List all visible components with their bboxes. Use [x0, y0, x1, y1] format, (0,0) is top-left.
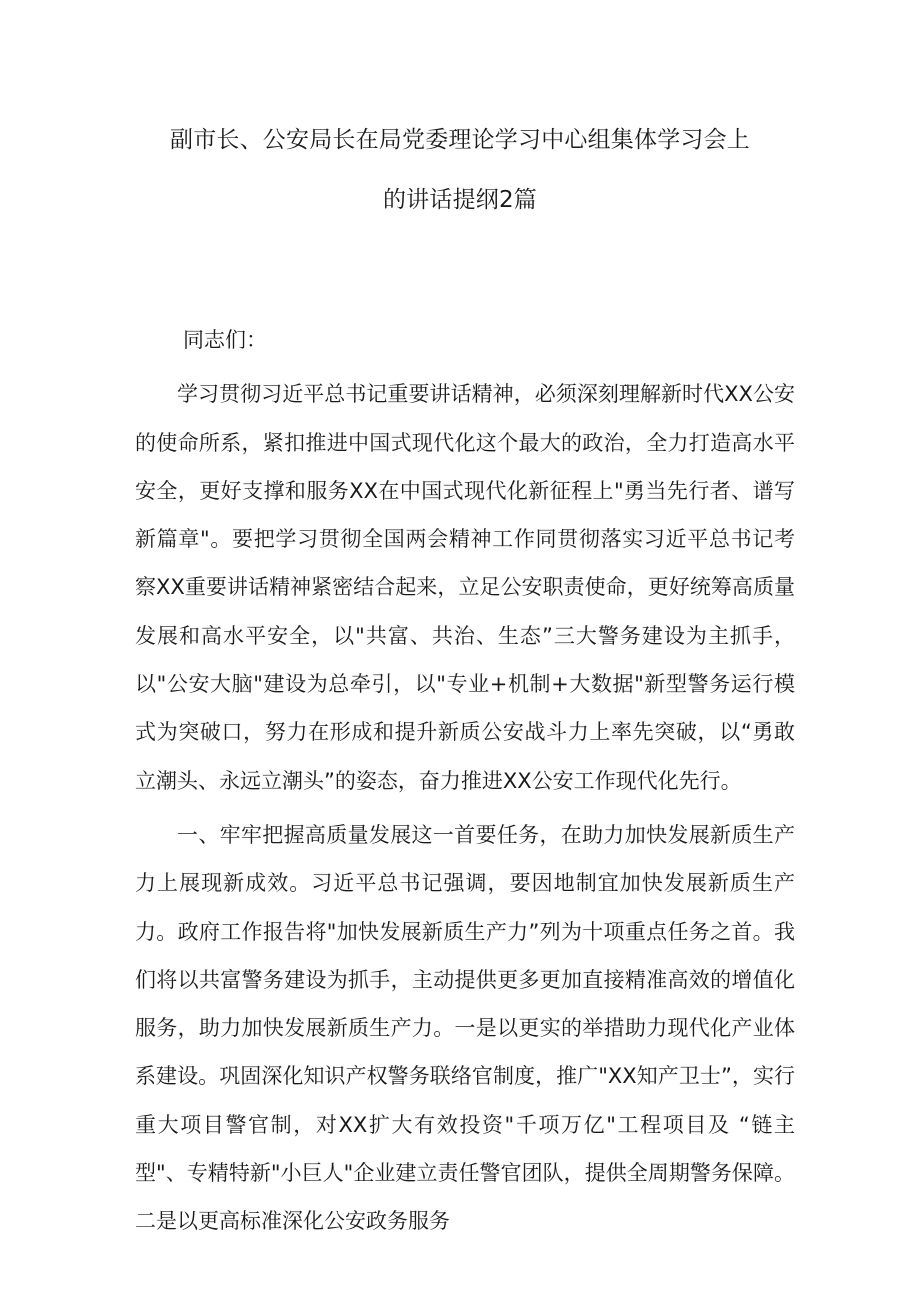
document-body	[135, 316, 795, 1246]
paragraph-intro: 学习贯彻习近平总书记重要讲话精神，必须深刻理解新时代XX公安的使命所系，紧扣推进中国式现代化这个最大的政治，全力打造高水平安全，更好支撑和服务XX在中国式现代化新征程上"勇当先行者、谱写新篇章"。要把学习贯彻全国两会精神工作同贯彻落实习近平总书记考察XX重要讲话精神紧密结合起来，立足公安职责使命，更好统筹高质量发展和高水平安全，以"共富、共治、生态”三大警务建设为主抓手，以"公安大脑"建设为总牵引，以"专业+机制+大数据"新型警务运行模式为突破口，努力在形成和提升新质公安战斗力上率先突破，以“勇敢立潮头、永远立潮头”的姿态，奋力推进XX公安工作现代化先行。	[135, 382, 795, 793]
paragraph-section-one: 一、牢牢把握高质量发展这一首要任务，在助力加快发展新质生产力上展现新成效。习近平总书记强调，要因地制宜加快发展新质生产力。政府工作报告将"加快发展新质生产力”列为十项重点任务之首。我们将以共富警务建设为抓手，主动提供更多更加直接精准高效的增值化服务，助力加快发展新质生产力。一是以更实的举措助力现代化产业体系建设。巩固深化知识产权警务联络官制度，推广"XX知产卫士”，实行重大项目警官制，对XX扩大有效投资"千项万亿"工程项目及 “链主型"、专精特新"小巨人"企业建立责任警官团队，提供全周期警务保障。二是以更高标准深化公安政务服务	[135, 822, 795, 1234]
document-title-line-2: 的讲话提纲2篇	[382, 187, 538, 213]
document-title-line-1: 副市长、公安局长在局党委理论学习中心组集体学习会上	[170, 127, 750, 153]
salutation: 同志们：	[183, 328, 267, 352]
